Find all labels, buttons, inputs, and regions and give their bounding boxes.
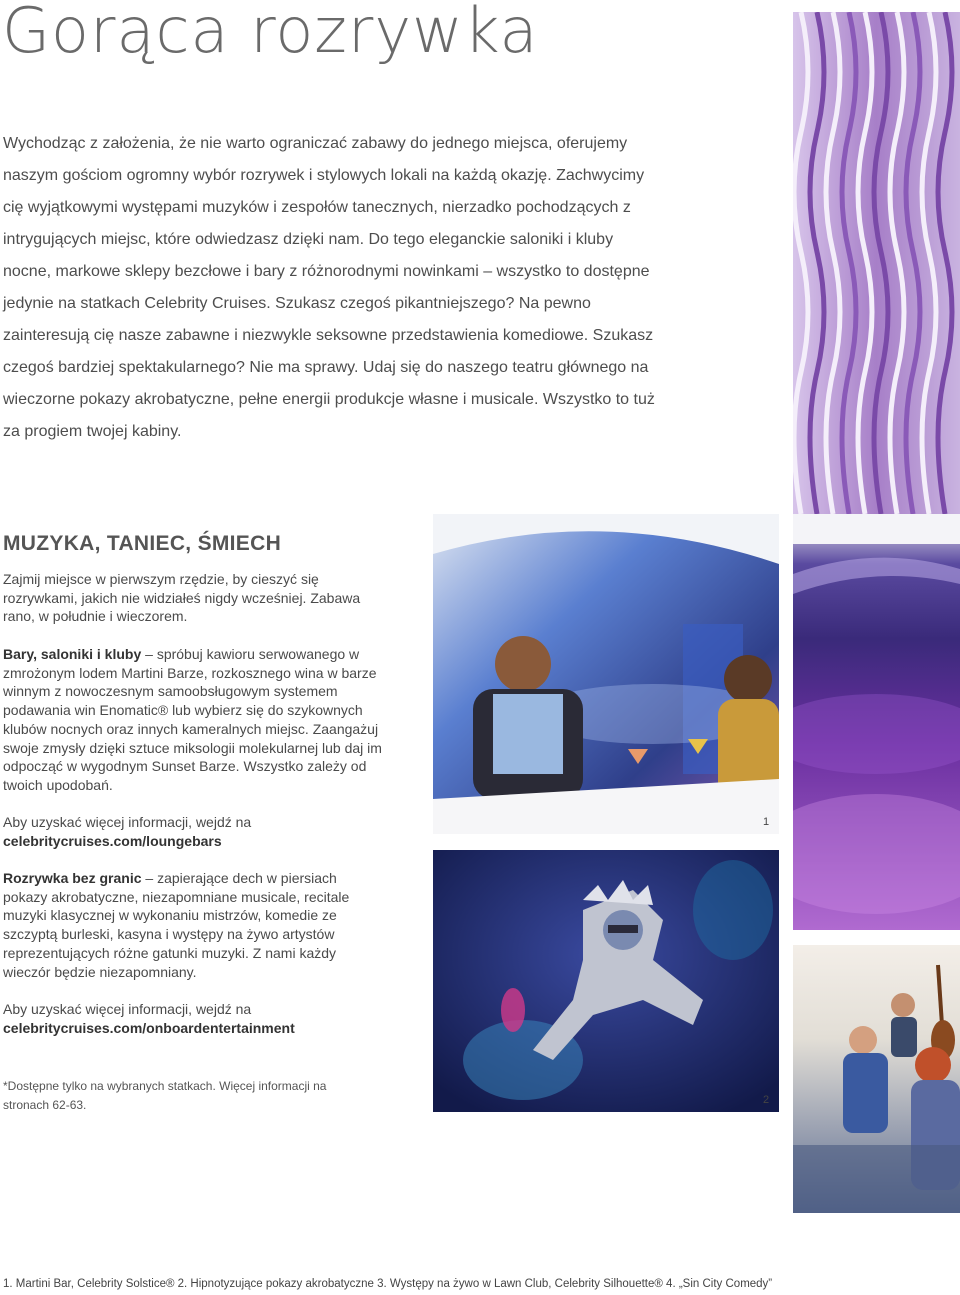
martini-bar-photo — [433, 514, 779, 834]
entertainment-paragraph — [3, 869, 373, 981]
bars-text: – spróbuj kawioru serwowanego w zmrożonym lodem Martini Barze, rozkosznego wina w barze winnym z nowoczesnym samoobsługowym systemem podawania win Enomatic® lub wybierz się do szykownych klubów nocnych oraz innych kameralnych miejsc. Zaangażuj swoje zmysły dzięki sztuce miksologii molekularnej lub daj im odpocząć w wygodnym Sunset Barze. Wszystko zależy od twoich upodobań. — [3, 646, 382, 793]
lawn-club-photo — [793, 945, 960, 1213]
acrobat-photo — [433, 850, 779, 1112]
loungebars-link[interactable]: celebritycruises.com/loungebars — [3, 832, 222, 849]
more-info-2-text: Aby uzyskać więcej informacji, wejdź na — [3, 1001, 252, 1017]
stage-photo — [793, 514, 960, 930]
more-info-2 — [3, 1000, 423, 1037]
section-heading: MUZYKA, TANIEC, ŚMIECH — [3, 532, 282, 555]
intro-paragraph: Wychodząc z założenia, że nie warto ograniczać zabawy do jednego miejsca, oferujemy naszym gościom ogromny wybór rozrywek i stylowych lokali na każdą okazję. Zachwycimy cię wyjątkowymi występami muzyków i zespołów tanecznych, nierzadko pochodzących z intrygujących miejsc, które odwiedzasz dzięki nam. Do tego eleganckie saloniki i kluby nocne, markowe sklepy bezcłowe i bary z różnorodnymi nowinkami – wszystko to dostępne jedynie na statkach Celebrity Cruises. Szukasz czegoś pikantniejszego? Na pewno zainteresują cię nasze zabawne i niezwykle seksowne przedstawienia komediowe. Szukasz czegoś bardziej spektakularnego? Nie ma sprawy. Udaj się do naszego teatru głównego na wieczorne pokazy akrobatyczne, pełne energii produkcje własne i musicale. Wszystko to tuż za progiem twojej kabiny. — [3, 135, 655, 440]
photo-number-2: 2 — [763, 1094, 770, 1106]
onboardentertainment-link[interactable]: celebritycruises.com/onboardentertainment — [3, 1019, 295, 1036]
more-info-1-text: Aby uzyskać więcej informacji, wejdź na — [3, 814, 252, 830]
more-info-1 — [3, 813, 423, 850]
entertainment-text: – zapierające dech w piersiach pokazy akrobatyczne, niezapomniane musicale, recitale muzyki klasycznej w wykonaniu mistrzów, komedie ze szczyptą burleski, kasyna i występy na żywo artystów reprezentujących różne gatunki muzyki. Z nami każdy wieczór będzie niezapomniany. — [3, 870, 350, 980]
photo-captions: 1. Martini Bar, Celebrity Solstice® 2. Hipnotyzujące pokazy akrobatyczne 3. Występy na żywo w Lawn Club, Celebrity Silhouette® 4. „Sin City Comedy” — [3, 1278, 773, 1290]
entertainment-label: Rozrywka bez granic — [3, 870, 142, 886]
section-lead: Zajmij miejsce w pierwszym rzędzie, by cieszyć się rozrywkami, jakich nie widziałeś nigdy wcześniej. Zabawa rano, w południe i wieczorem. — [3, 571, 361, 625]
bars-label: Bary, saloniki i kluby — [3, 646, 142, 662]
footnote: *Dostępne tylko na wybranych statkach. Więcej informacji na stronach 62-63. — [3, 1079, 327, 1112]
wave-wall-photo — [793, 12, 960, 514]
bars-paragraph — [3, 645, 383, 795]
page-title: Gorąca rozrywka — [2, 0, 539, 67]
photo-number-1: 1 — [763, 816, 770, 828]
